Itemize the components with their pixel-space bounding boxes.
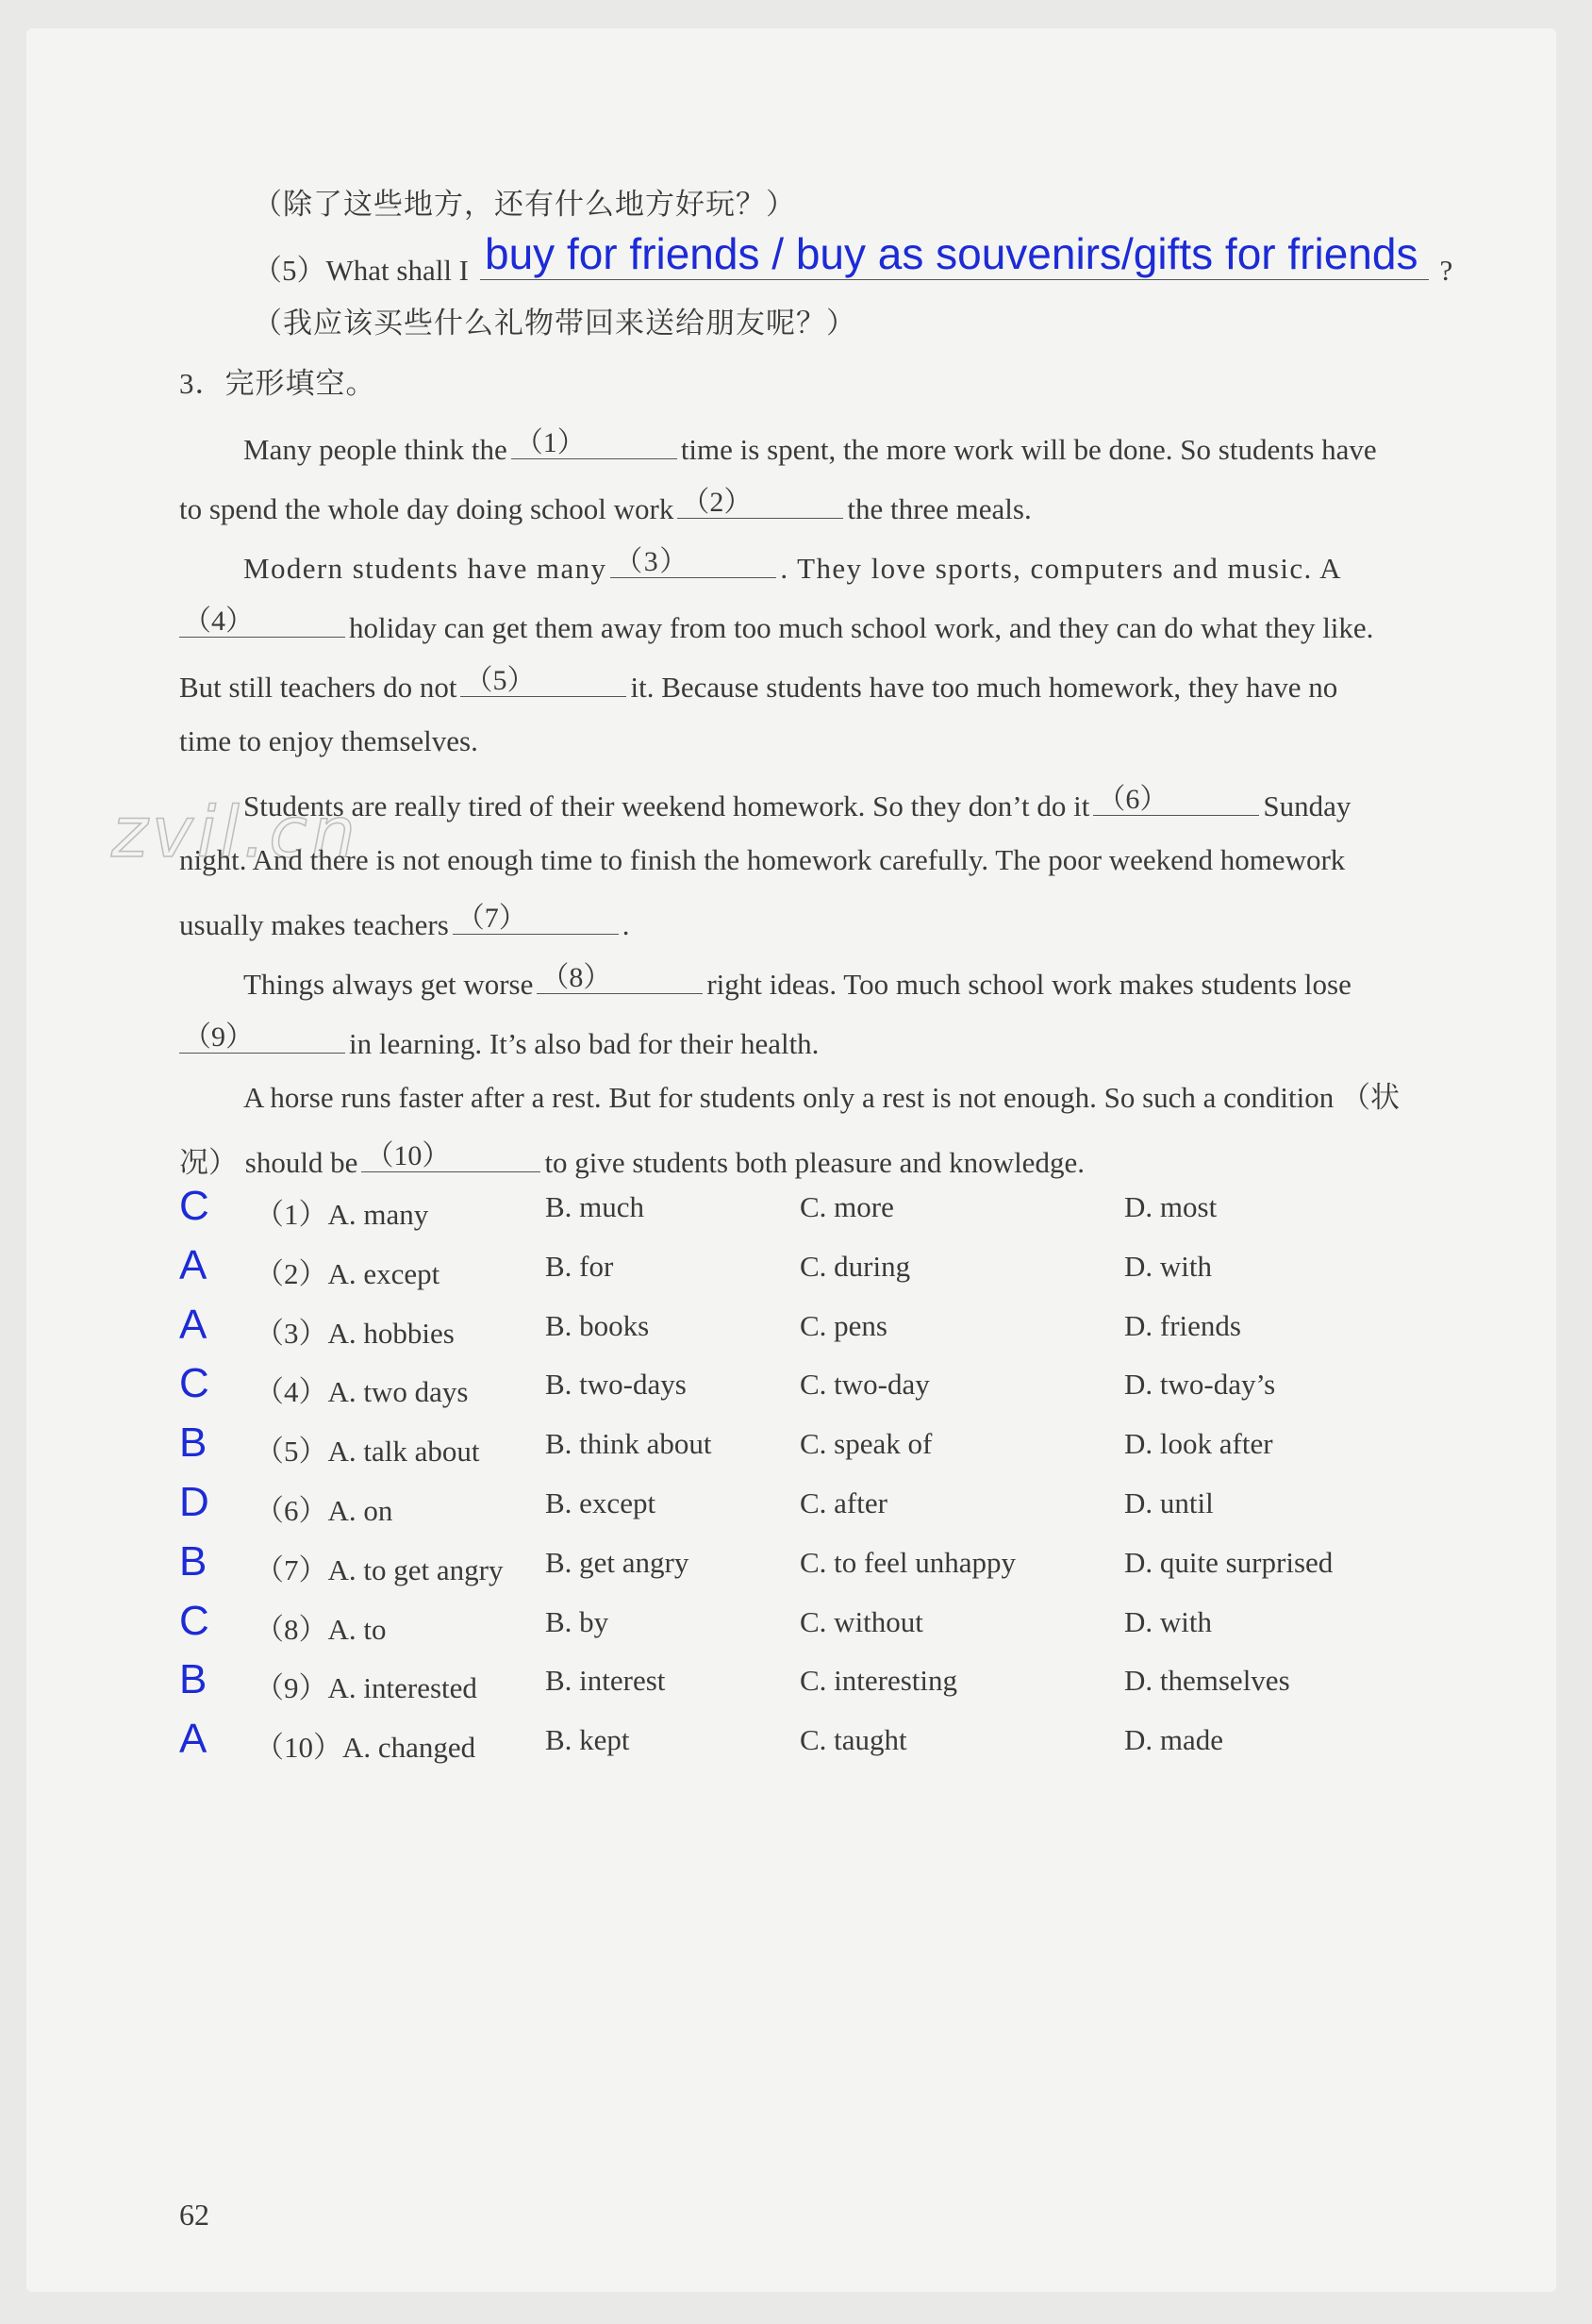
item5-handwritten-answer: buy for friends / buy as souvenirs/gifts for friends (485, 229, 1418, 278)
passage-line: But still teachers do not （5） it. Because students have too much homework, they have no (179, 665, 1338, 704)
option-2-d[interactable]: D. with (1124, 1249, 1212, 1283)
passage-line: usually makes teachers （7） . (179, 903, 630, 941)
blank-5[interactable]: （5） (460, 664, 626, 697)
handwritten-answer-9: B (179, 1656, 207, 1703)
passage-line: （9） in learning. It’s also bad for their health. (179, 1021, 819, 1061)
passage-line: Many people think the （1） time is spent, the more work will be done. So students have (243, 427, 1377, 466)
passage-line: time to enjoy themselves. (179, 724, 478, 757)
option-4-c[interactable]: C. two-day (800, 1368, 930, 1402)
handwritten-answer-4: C (179, 1360, 209, 1407)
option-5-d[interactable]: D. look after (1124, 1427, 1273, 1461)
watermark: zvil.cn (111, 792, 359, 873)
option-5-c[interactable]: C. speak of (800, 1427, 933, 1461)
option-8-a[interactable]: （8）A. to (255, 1612, 387, 1646)
blank-7[interactable]: （7） (453, 902, 619, 935)
option-9-a[interactable]: （9）A. interested (255, 1671, 477, 1705)
item5-prefix: （5）What shall I (253, 254, 470, 287)
option-10-c[interactable]: C. taught (800, 1723, 907, 1757)
blank-6[interactable]: （6） (1093, 783, 1259, 816)
option-4-d[interactable]: D. two-day’s (1124, 1368, 1276, 1402)
page-number: 62 (179, 2198, 209, 2232)
section-heading: 3．完形填空。 (179, 367, 376, 400)
blank-1[interactable]: （1） (511, 426, 677, 459)
handwritten-answer-8: C (179, 1597, 209, 1644)
option-9-b[interactable]: B. interest (545, 1664, 666, 1698)
blank-8[interactable]: （8） (537, 961, 703, 994)
option-3-c[interactable]: C. pens (800, 1308, 887, 1342)
passage-line: to spend the whole day doing school work （2） the three meals. (179, 487, 1032, 525)
passage-line: A horse runs faster after a rest. But for students only a rest is not enough. So such a condition （状 (243, 1081, 1400, 1114)
handwritten-answer-5: B (179, 1419, 207, 1467)
option-7-a[interactable]: （7）A. to get angry (255, 1552, 504, 1586)
handwritten-answer-10: A (179, 1716, 207, 1763)
option-5-b[interactable]: B. think about (545, 1427, 712, 1461)
option-6-b[interactable]: B. except (545, 1486, 656, 1519)
option-2-a[interactable]: （2）A. except (255, 1256, 440, 1290)
option-6-c[interactable]: C. after (800, 1486, 887, 1519)
option-9-d[interactable]: D. themselves (1124, 1664, 1290, 1698)
option-3-b[interactable]: B. books (545, 1308, 650, 1342)
blank-3[interactable]: （3） (610, 545, 776, 578)
option-2-c[interactable]: C. during (800, 1249, 911, 1283)
option-4-a[interactable]: （4）A. two days (255, 1375, 469, 1409)
blank-9[interactable]: （9） (179, 1021, 345, 1054)
handwritten-answer-6: D (179, 1479, 209, 1525)
handwritten-answer-2: A (179, 1241, 207, 1288)
option-5-a[interactable]: （5）A. talk about (255, 1435, 480, 1469)
handwritten-answer-7: B (179, 1537, 207, 1585)
passage-line: Things always get worse （8） right ideas. Too much school work makes students lose (243, 962, 1352, 1001)
handwritten-answer-3: A (179, 1301, 207, 1348)
option-8-b[interactable]: B. by (545, 1604, 609, 1638)
option-2-b[interactable]: B. for (545, 1249, 614, 1283)
option-4-b[interactable]: B. two-days (545, 1368, 687, 1402)
option-1-a[interactable]: （1）A. many (255, 1198, 429, 1231)
blank-2[interactable]: （2） (677, 486, 843, 519)
zh-translation-5: （我应该买些什么礼物带回来送给朋友呢？） (253, 307, 856, 340)
option-7-b[interactable]: B. get angry (545, 1545, 689, 1579)
handwritten-answer-1: C (179, 1183, 209, 1229)
passage-line: （4） holiday can get them away from too much school work, and they can do what they like. (179, 605, 1373, 645)
passage-line: Students are really tired of their weekend homework. So they don’t do it （6） Sunday (243, 784, 1352, 822)
option-7-d[interactable]: D. quite surprised (1124, 1545, 1334, 1579)
option-1-d[interactable]: D. most (1124, 1190, 1218, 1223)
passage-line: Modern students have many （3） . They love sports, computers and music. A (243, 546, 1342, 585)
item5-suffix: ? (1439, 254, 1453, 287)
blank-10[interactable]: （10） (361, 1139, 540, 1172)
option-10-a[interactable]: （10）A. changed (255, 1731, 476, 1765)
option-9-c[interactable]: C. interesting (800, 1664, 958, 1698)
passage-line: 况） should be （10） to give students both pleasure and knowledge. (179, 1140, 1085, 1179)
option-6-a[interactable]: （6）A. on (255, 1494, 393, 1527)
passage-line: night. And there is not enough time to finish the homework carefully. The poor weekend homework (179, 843, 1346, 876)
option-8-d[interactable]: D. with (1124, 1604, 1212, 1638)
option-6-d[interactable]: D. until (1124, 1486, 1214, 1519)
option-3-a[interactable]: （3）A. hobbies (255, 1316, 455, 1350)
option-10-b[interactable]: B. kept (545, 1723, 630, 1757)
option-7-c[interactable]: C. to feel unhappy (800, 1545, 1017, 1579)
zh-translation-4: （除了这些地方，还有什么地方好玩？） (253, 188, 796, 221)
option-8-c[interactable]: C. without (800, 1604, 923, 1638)
option-1-b[interactable]: B. much (545, 1190, 645, 1223)
option-10-d[interactable]: D. made (1124, 1723, 1224, 1757)
option-3-d[interactable]: D. friends (1124, 1308, 1241, 1342)
option-1-c[interactable]: C. more (800, 1190, 894, 1223)
blank-4[interactable]: （4） (179, 605, 345, 638)
